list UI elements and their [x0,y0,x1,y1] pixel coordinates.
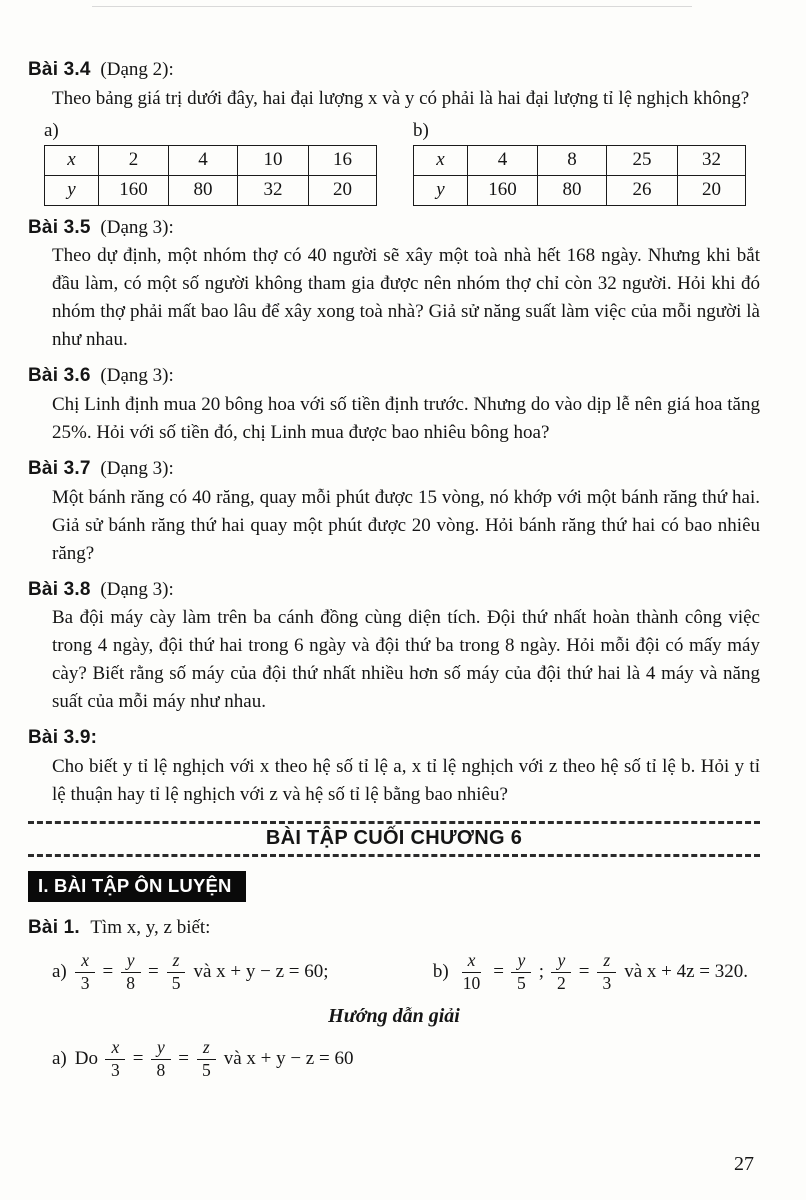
equals-sign: = [493,961,504,983]
problem-text: Chị Linh định mua 20 bông hoa với số tiền định trước. Nhưng do vào dịp lễ nên giá hoa tăng 25%. Hỏi với số tiền đó, chị Linh mua được bao nhiêu bông hoa? [52,393,760,443]
exercise-intro: Tìm x, y, z biết: [90,917,211,939]
fraction [166,951,187,993]
problem-type-tag: (Dạng 2): [100,59,174,80]
problem-number: Bài 3.8 [28,578,91,600]
equals-sign: = [132,1048,144,1070]
fraction [551,951,572,993]
fraction-numerator: y [551,951,571,973]
table-a-label: a) [44,119,59,141]
problem-number: Bài 3.6 [28,365,91,387]
fraction-denominator: 3 [111,1059,120,1080]
table-b-block [413,118,746,206]
table-cell: y [45,175,99,205]
problem-text: Ba đội máy cày làm trên ba cánh đồng cùng diện tích. Đội thứ nhất hoàn thành công việc trong 4 ngày, đội thứ hai trong 6 ngày và đội thứ ba trong 8 ngày. Hỏi mỗi đội có mấy máy cày? Biết rằng số máy của đội thứ nhất nhiều hơn số máy của đội thứ hai là 4 máy và năng suất của mỗi máy như nhau. [52,607,760,713]
table-cell: 4 [468,145,538,175]
problem-number: Bài 3.4 [28,59,91,80]
chapter-exercises-block [28,821,760,857]
problem-3-5 [28,215,760,355]
table-cell: 80 [538,175,607,205]
fraction-denominator: 3 [80,972,90,993]
problem-text: Một bánh răng có 40 răng, quay mỗi phút được 15 vòng, nó khớp với một bánh răng thứ hai. Giả sử bánh răng thứ hai quay một phút được 20 vòng. Hỏi bánh răng thứ hai có bao nhiêu răng? [52,486,760,564]
fraction [75,951,96,993]
problem-3-6 [28,363,760,447]
table-cell: 32 [678,145,746,175]
equals-sign: = [147,961,159,983]
table-cell: 8 [538,145,607,175]
problem-text: Theo dự định, một nhóm thợ có 40 người sẽ xây một toà nhà hết 168 ngày. Nhưng khi bắt đầu làm, có một số người không tham gia được nên nhóm thợ chỉ còn 32 người. Hỏi khi đó nhóm thợ phải mất bao lâu để xây xong toà nhà? Giả sử năng suất làm việc của mỗi người là như nhau. [52,245,760,351]
exercise-part-a [52,951,329,993]
chapter-exercises-title: BÀI TẬP CUỐI CHƯƠNG 6 [265,826,523,849]
semicolon: ; [538,961,544,983]
table-cell: y [414,175,468,205]
problem-type-tag: (Dạng 3): [100,216,174,238]
part-b-label: b) [432,961,449,983]
table-cell: 80 [169,175,238,205]
fraction-denominator: 3 [602,972,612,993]
exercise-1-heading [28,914,760,941]
table-row [414,175,746,205]
fraction-denominator: 2 [556,972,566,993]
table-cell: 2 [99,145,169,175]
solution-guide-heading: Hướng dẫn giải [328,1005,460,1028]
fraction [150,1038,171,1080]
problem-number: Bài 3.7 [28,457,91,479]
equation-condition: và x + 4z = 320. [624,961,748,983]
problem-3-4 [28,57,760,206]
fraction-denominator: 10 [462,972,481,993]
fraction [120,951,141,993]
problem-number: Bài 3.9: [28,727,98,749]
problem-text: Cho biết y tỉ lệ nghịch với x theo hệ số tỉ lệ a, x tỉ lệ nghịch với z theo hệ số tỉ lệ b. Hỏi y tỉ lệ thuận hay tỉ lệ nghịch với z và hệ số tỉ lệ bằng bao nhiêu? [52,755,760,805]
fraction-numerator: z [167,951,186,973]
table-row [45,175,377,205]
part-a-label: a) [52,961,67,983]
fraction [457,951,487,993]
equation-condition: và x + y − z = 60; [193,961,329,983]
problem-heading [28,215,760,241]
solution-step-a [52,1038,353,1080]
table-cell: 4 [169,145,238,175]
problem-heading [28,363,760,389]
equals-sign: = [578,961,590,983]
fraction-denominator: 5 [516,972,526,993]
exercise-number: Bài 1. [28,917,80,939]
equals-sign: = [102,961,114,983]
problem-heading [28,725,760,751]
fraction-numerator: z [597,951,616,973]
fraction-numerator: x [462,951,482,973]
equals-sign: = [178,1048,189,1070]
value-table-b [413,145,746,206]
problem-type-tag: (Dạng 3): [100,457,174,479]
page-number: 27 [734,1153,754,1175]
table-cell: 20 [678,175,746,205]
problem-text: Theo bảng giá trị dưới đây, hai đại lượng x và y có phải là hai đại lượng tỉ lệ nghịch không? [52,87,750,109]
table-row [45,145,377,175]
fraction-denominator: 5 [171,972,181,993]
table-cell: 20 [309,175,377,205]
table-a-block [44,118,377,206]
fraction-numerator: y [121,951,141,973]
table-cell: 10 [238,145,309,175]
table-cell: 160 [468,175,538,205]
table-cell: 25 [607,145,678,175]
problem-number: Bài 3.5 [28,216,91,238]
problem-type-tag: (Dạng 3): [100,578,174,600]
table-cell: x [414,145,468,175]
problem-3-8 [28,577,760,717]
fraction-numerator: x [105,1038,125,1060]
fraction-numerator: y [511,951,531,973]
fraction-numerator: y [151,1038,171,1060]
fraction-denominator: 5 [201,1059,211,1080]
fraction-denominator: 8 [126,972,135,993]
fraction [196,1038,217,1080]
problem-heading [28,577,760,603]
value-tables [44,118,760,206]
equation-condition: và x + y − z = 60 [223,1048,354,1070]
fraction-numerator: x [75,951,95,973]
problem-heading [28,57,760,83]
problem-heading [28,456,760,482]
fraction [105,1038,126,1080]
table-b-label: b) [413,119,429,141]
scan-artifact-line [92,6,692,7]
problem-3-7 [28,456,760,568]
problem-type-tag: (Dạng 3): [100,365,174,387]
step-a-prefix: Do [74,1048,98,1070]
fraction-numerator: z [197,1038,216,1060]
value-table-a [44,145,377,206]
problem-3-9 [28,725,760,809]
table-cell: 26 [607,175,678,205]
table-row [414,145,746,175]
fraction [596,951,617,993]
table-cell: 32 [238,175,309,205]
table-cell: 16 [309,145,377,175]
step-a-label: a) [52,1048,67,1070]
table-cell: x [45,145,99,175]
table-cell: 160 [99,175,169,205]
fraction-denominator: 8 [156,1059,166,1080]
exercise-1-equations [52,951,760,993]
exercise-part-b [433,951,748,993]
fraction [511,951,532,993]
section-header: I. BÀI TẬP ÔN LUYỆN [28,871,246,902]
